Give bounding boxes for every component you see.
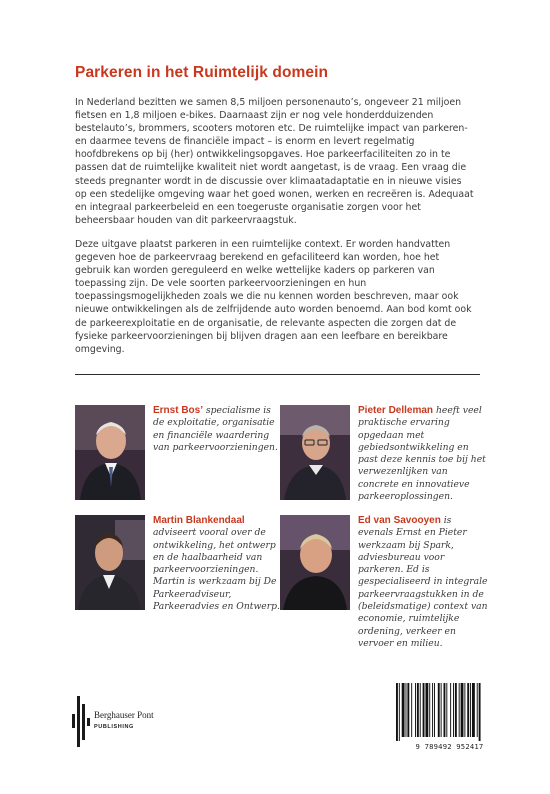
publisher-name: Berghauser Pont: [94, 710, 154, 720]
intro-paragraph-2: Deze uitgave plaatst parkeren in een ruimtelijke context. Er worden handvatten gegeven hoe de parkeervraag berekend en gefaciliteerd kan worden, hoe het gebruik kan worden gereguleerd en welke wettelijke kaders op parkeren van toepassing zijn. De vele soorten parkeervoorzieningen en hun toepassingsmogelijkheden zoals we die nu kennen worden beschreven, maar ook nieuwe ontwikkelingen als de zelfrijdende auto worden benoemd. Aan bod komt ook de parkeerexploitatie en de organisatie, de relevante aspecten die zorgen dat de fysieke parkeervoorzieningen bij blijven dragen aan een leefbare en bereikbare omgeving.: [75, 239, 472, 355]
barcode-bar: [407, 683, 409, 737]
barcode-bar: [423, 683, 425, 737]
author-name: Ed van Savooyen: [358, 515, 441, 526]
barcode-bar: [402, 683, 405, 737]
barcode-bar: [446, 683, 447, 737]
barcode-bar: [411, 683, 412, 737]
page-title: Parkeren in het Ruimtelijk domein: [75, 64, 329, 81]
barcode-bar: [470, 683, 471, 737]
author-bio-text: specialisme is de exploitatie, organisatie en financiële waardering van parkeervoorzieningen.: [153, 405, 278, 453]
barcode-bar: [415, 683, 416, 737]
barcode-bar: [434, 683, 435, 737]
barcode-bar: [396, 683, 398, 741]
barcode-bar: [459, 683, 460, 737]
publisher-logo-icon: [72, 694, 92, 749]
barcode-bar: [444, 683, 446, 737]
barcode-bar: [464, 683, 465, 737]
author-name: Pieter Delleman: [358, 405, 434, 416]
barcode-bar: [477, 683, 478, 737]
isbn-number: 9 789492 952417: [415, 742, 484, 751]
barcode-bar: [472, 683, 475, 737]
author-bio-martin-blankendaal: [153, 515, 283, 613]
divider-line: [75, 374, 480, 375]
intro-paragraph-1: In Nederland bezitten we samen 8,5 miljoen personenauto’s, ongeveer 21 miljoen fietsen en 1,8 miljoen e-bikes. Daarnaast zijn er nog vele honderdduizenden bestelauto’s, brommers, scooters motoren etc. De ruimtelijke impact van parkeren- en daarmee tevens de financiële impact – is enorm en levert regelmatig hoofdbrekens op bij (her) ontwikkelingsopgaves. Hoe parkeerfaciliteiten zo in te passen dat de ruimtelijke kwaliteit niet wordt aangetast, is de vraag. Een vraag die steeds pregnanter wordt in de discussie over klimaatadaptatie en in nieuwe visies op een stedelijke omgeving waar het goed wonen, werken en recreëren is. Adequaat en integraal parkeerbeleid en een toegeruste organisatie zorgen voor het beheersbaar houden van dit parkeervraagstuk.: [75, 97, 474, 226]
barcode-bar: [479, 683, 481, 741]
author-bio-text: adviseert vooral over de ontwikkeling, het ontwerp en de haalbaarheid van parkeervoorzieningen. Martin is werkzaam bij De Parkeeradviseur, Parkeeradvies en Ontwerp.: [153, 527, 280, 613]
author-photo-ernst-bos: [75, 405, 145, 500]
barcode-bar: [417, 683, 419, 737]
author-bio-text: is evenals Ernst en Pieter werkzaam bij Spark, adviesbureau voor parkeren. Ed is gespecialiseerd in integrale parkeervraagstukken in de (beleidsmatige) context van economie, ruimtelijke ordening, verkeer en vervoer en milieu.: [358, 515, 488, 649]
author-photo-martin-blankendaal: [75, 515, 145, 610]
barcode-bar: [467, 683, 469, 737]
author-photo-pieter-delleman: [280, 405, 350, 500]
barcode-bar: [441, 683, 442, 737]
barcode-bar: [425, 683, 428, 737]
barcode-bar: [432, 683, 433, 737]
barcode-bar: [420, 683, 421, 737]
publisher-subtitle: PUBLISHING: [94, 724, 134, 730]
publisher-logo: [72, 694, 192, 749]
barcode-icon: [392, 683, 507, 741]
author-bio-pieter-delleman: [358, 405, 488, 503]
author-photo-ed-van-savooyen: [280, 515, 350, 610]
author-name: Martin Blankendaal: [153, 515, 245, 526]
barcode-bar: [438, 683, 440, 737]
author-bio-ernst-bos: [153, 405, 283, 454]
barcode-bar: [429, 683, 430, 737]
barcode-bar: [453, 683, 454, 737]
author-name: Ernst Bos’: [153, 405, 204, 416]
barcode-bar: [455, 683, 457, 737]
barcode-bar: [406, 683, 407, 737]
barcode-bar: [399, 683, 400, 741]
author-bio-ed-van-savooyen: [358, 515, 488, 650]
barcode-bar: [450, 683, 451, 737]
author-bio-text: heeft veel praktische ervaring opgedaan met gebiedsontwikkeling en past deze kennis toe bij het verwezenlijken van concrete en innovatieve parkeeroplossingen.: [358, 405, 486, 503]
barcode-bar: [461, 683, 464, 737]
